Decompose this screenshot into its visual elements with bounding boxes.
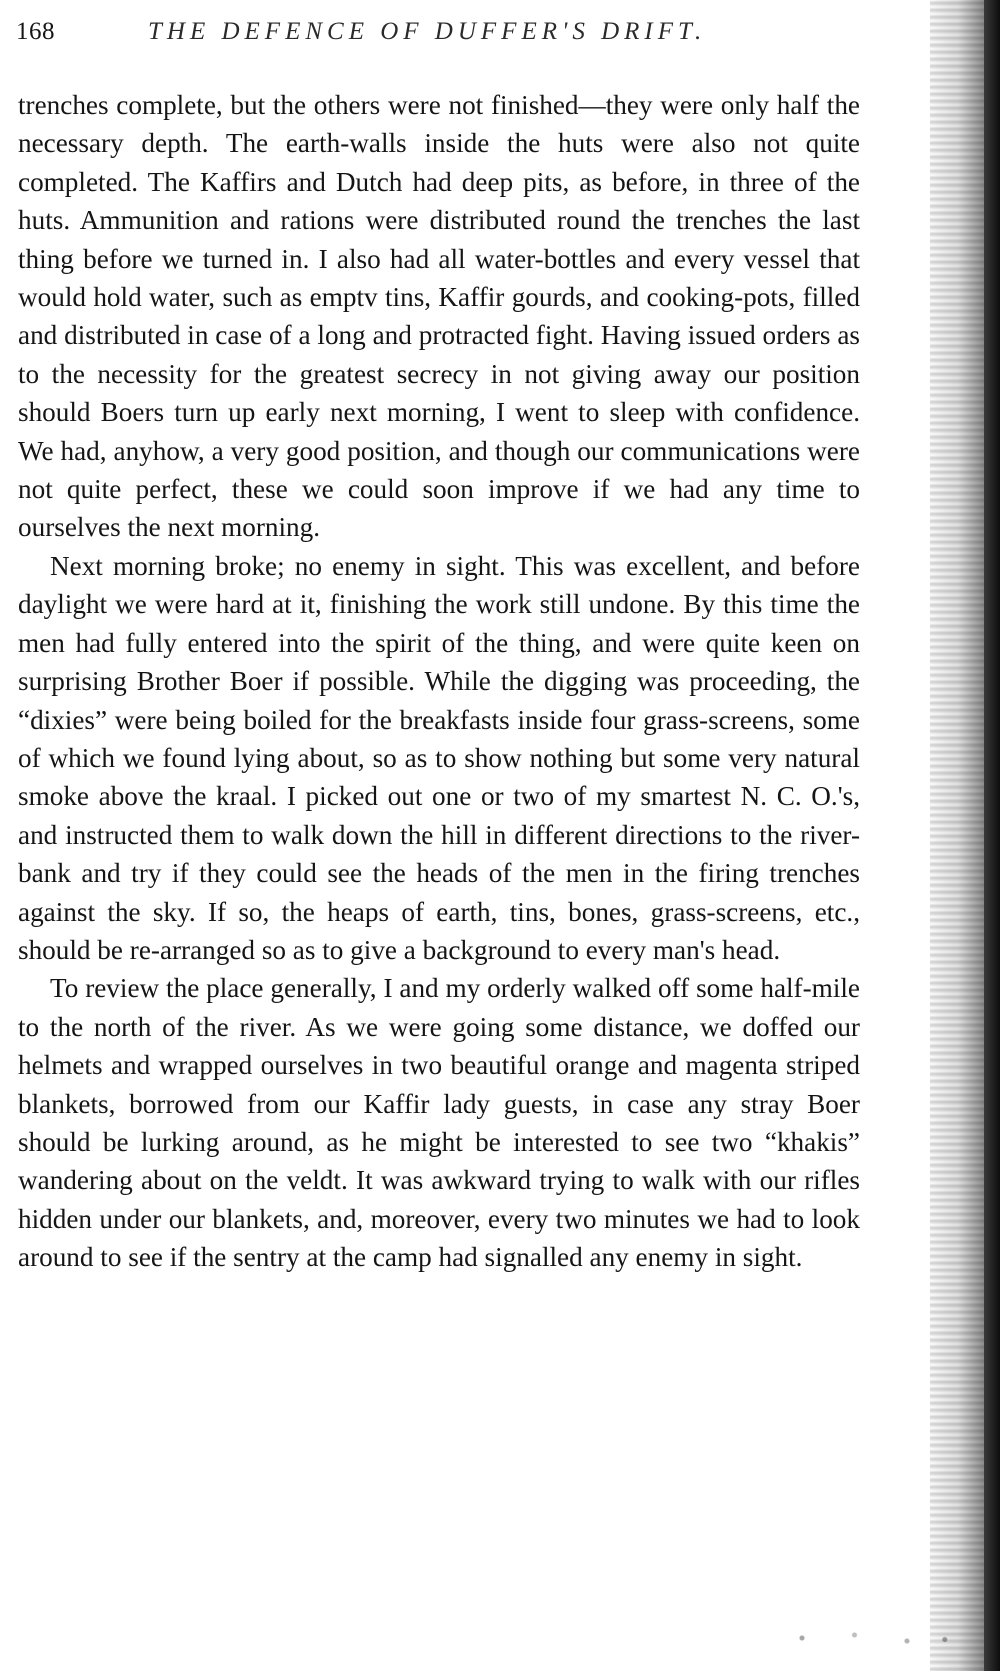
paragraph-2: Next morning broke; no enemy in sight. This was excellent, and before daylight we were hard at it, finishing the work still undone. By this time the men had fully entered into the spirit of the thing, and were quite keen on surprising Brother Boer if possible. While the digging was proceeding, the “dixies” were being boiled for the breakfasts inside four grass-screens, some of which we found lying about, so as to show nothing but some very natural smoke above the kraal. I picked out one or two of my smartest N. C. O.'s, and instructed them to walk down the hill in different directions to the river-bank and try if they could see the heads of the men in the firing trenches against the sky. If so, the heaps of earth, tins, bones, grass-screens, etc., should be re-arranged so as to give a background to every man's head. (18, 550, 860, 965)
paragraph-1: trenches complete, but the others were not finished—they were only half the necessary depth. The earth-walls inside the huts were also not quite completed. The Kaffirs and Dutch had deep pits, as before, in three of the huts. Ammunition and rations were distributed round the trenches the last thing before we turned in. I also had all water-bottles and every vessel that would hold water, such as emptv tins, Kaffir gourds, and cooking-pots, filled and distributed in case of a long and protracted fight. Having issued orders as to the necessity for the greatest secrecy in not giving away our position should Boers turn up early next morning, I went to sleep with confidence. We had, anyhow, a very good position, and though our communications were not quite perfect, these we could soon improve if we had any time to ourselves the next morning. (18, 90, 860, 543)
paragraph-3: To review the place generally, I and my orderly walked off some half-mile to the north of the river. As we were going some distance, we doffed our helmets and wrapped ourselves in two beautiful orange and magenta striped blankets, borrowed from our Kaffir lady guests, in case any stray Boer should be lurking around, as he might be interested to see two “khakis” wandering about on the veldt. It was awkward trying to walk with our rifles hidden under our blankets, and, moreover, every two minutes we had to look around to see if the sentry at the camp had signalled any enemy in sight. (18, 973, 860, 1273)
page-number: 168 (16, 18, 55, 45)
page-header (16, 18, 876, 58)
running-head: THE DEFENCE OF DUFFER'S DRIFT. (148, 18, 707, 45)
scan-specks (760, 1623, 970, 1653)
page-gutter-shadow (984, 0, 1000, 1671)
body-text (18, 86, 860, 1277)
